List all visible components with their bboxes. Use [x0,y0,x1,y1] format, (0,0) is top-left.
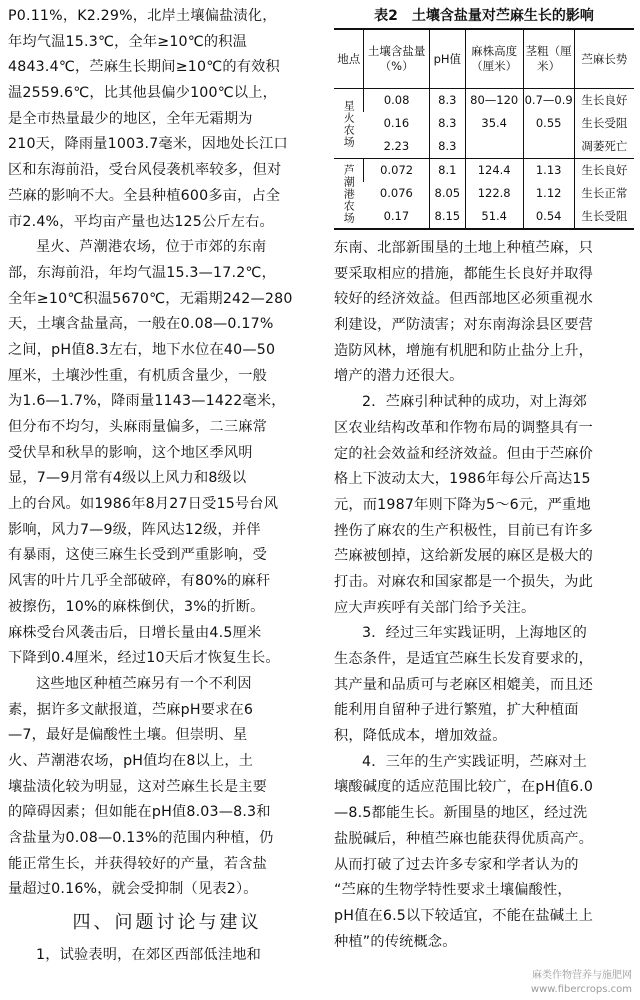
ph-cell: 8.3 [429,112,465,135]
ph-cell: 8.1 [429,159,465,183]
paragraph-climate-chongming [8,4,326,235]
text-line: P0.11%，K2.29%，北岸土壤偏盐渍化， [8,8,277,24]
column-header: pH值 [429,29,465,89]
growth-cell: 凋萎死亡 [574,135,634,159]
text-line: 是全市热量最少的地区，全年无霜期为 [8,110,253,127]
watermark [529,968,634,998]
text-line: 4．三年的生产实践证明，苎麻对土 [362,753,588,770]
text-line: 其产量和品质可与老麻区相媲美，而且还 [334,676,593,693]
text-line: 较好的经济效益。但西部地区必须重视水 [334,291,593,308]
text-line: 被擦伤，10%的麻株倒伏，3%的折断。 [8,598,265,615]
text-line: 但分布不均匀，头麻雨量偏多，二三麻常 [8,419,267,435]
text-line: 挫伤了麻农的生产积极性，目前已有许多 [334,522,593,539]
text-line: 素，据许多文献报道，苎麻pH要求在6 [8,701,254,718]
text-line: 积，降低成本，增加效益。 [334,728,507,745]
text-line: 苎麻的影响不大。全县种植600多亩，占全 [8,187,281,204]
diameter-cell [523,135,574,159]
text-line: 能正常生长，并获得较好的产量，若含盐 [8,855,267,872]
growth-cell: 生长良好 [574,159,634,183]
text-line: “苎麻的生物学特性要求土壤偏酸性， [334,882,572,899]
height-cell: 51.4 [465,205,523,229]
text-line: 之间，pH值8.3左右，地下水位在40—50 [8,341,276,358]
text-line: 定的社会效益和经济效益。但由于苎麻价 [334,445,593,462]
growth-cell: 生长正常 [574,182,634,205]
right-column [334,4,634,955]
table-2 [334,4,634,230]
diameter-cell: 0.7—0.9 [523,89,574,113]
salt-cell: 0.17 [383,209,410,223]
text-line: 生态条件，是适宜苎麻生长发育要求的， [334,651,593,667]
text-line: 2．苎麻引种试种的成功，对上海郊 [362,394,588,411]
text-line: 年均气温15.3℃，全年≥10℃的积温 [8,33,248,50]
height-cell [465,135,523,159]
text-line: 显，7—9月常有4级以上风力和8级以 [8,470,247,487]
text-line: pH值在6.5以下较适宜，不能在盐碱土上 [334,907,594,924]
text-line: 应大声疾呼有关部门给予关注。 [334,599,536,616]
text-line: 壤盐渍化较为明显，这对苎麻生长是主要 [8,778,267,795]
growth-cell: 生长受阻 [574,205,634,229]
text-line: 4843.4℃，苎麻生长期间≥10℃的有效积 [8,59,280,76]
salt-cell: 0.16 [383,116,410,130]
height-cell: 35.4 [465,112,523,135]
ph-cell: 8.3 [429,135,465,159]
text-line: 部，东海前沿，年均气温15.3—17.2℃， [8,264,276,281]
text-line: 受伏旱和秋旱的影响，这个地区季风明 [8,444,253,461]
text-line: 打击。对麻农和国家都是一个损失，为此 [334,573,593,590]
salt-cell: 0.072 [364,159,429,183]
text-line: 量超过0.16%，就会受抑制（见表2）。 [8,881,258,898]
text-line: 要采取相应的措施，都能生长良好并取得 [334,265,593,282]
text-line: 能利用自留种子进行繁殖，扩大种植面 [334,702,579,719]
diameter-cell: 0.55 [523,112,574,135]
growth-cell: 生长受阻 [574,112,634,135]
text-line: 影响，风力7—9级，阵风达12级，并伴 [8,521,261,538]
text-line: 上的台风。如1986年8月27日受15号台风 [8,496,279,513]
ph-cell: 8.3 [429,89,465,113]
column-header: 茎粗（厘米） [523,29,574,89]
text-line: 含盐量为0.08—0.13%的范围内种植，仍 [8,830,274,846]
text-line: 风害的叶片几乎全部破碎，有80%的麻秆 [8,573,271,590]
table-row [334,112,634,135]
column-header: 地点 [334,29,364,89]
text-line: 格上下波动太大，1986年每公斤高达15 [334,471,591,488]
paragraph-point-2 [334,390,634,621]
site-cell: 芦潮港农场 [334,159,364,230]
text-line: 元，而1987年则下降为5～6元，严重地 [334,496,591,513]
text-line: —7，最好是偏酸性土壤。但崇明、星 [8,727,248,744]
table-title: 表2 土壤含盐量对苎麻生长的影响 [374,8,594,24]
text-line: 区和东海前沿，受台风侵袭机率较多，但对 [8,162,282,179]
column-header: 土壤含盐量（%） [364,29,429,89]
height-cell: 122.8 [465,182,523,205]
paragraph-point-3 [334,621,634,749]
section-heading: 四、问题讨论与建议 [72,912,262,934]
text-line: 利建设，严防渍害；对东南海涂县区要营 [334,317,593,334]
text-line: 从而打破了过去许多专家和学者认为的 [334,856,579,873]
diameter-cell: 1.12 [523,182,574,205]
ph-cell: 8.05 [429,182,465,205]
table-row [334,159,634,183]
text-line: 1，试验表明，在郊区西部低洼地和 [36,947,262,964]
text-line: 这些地区种植苎麻另有一个不利因 [36,675,252,692]
text-line: 全年≥10℃积温5670℃，无霜期242—280 [8,290,293,307]
text-line: 壤酸碱度的适应范围比较广，在pH值6.0 [334,779,594,796]
salt-growth-table [334,28,634,230]
text-line: 为1.6—1.7%，降雨量1143—1422毫米， [8,393,286,410]
text-line: 麻株受台风袭击后，日增长量由4.5厘米 [8,624,262,641]
paragraph-point-4 [334,750,634,956]
table-row [334,205,634,229]
text-line: 3．经过三年实践证明，上海地区的 [362,625,588,642]
salt-cell: 0.076 [379,186,413,200]
text-line: 盐脱碱后，种植苎麻也能获得优质高产。 [334,830,593,847]
paragraph-continued [334,236,634,390]
ph-cell: 8.15 [429,205,465,229]
text-line: 天，土壤含盐量高，一般在0.08—0.17% [8,316,274,333]
text-line: 东南、北部新围垦的土地上种植苎麻，只 [334,240,593,256]
text-line: —8.5都能生长。新围垦的地区，经过洗 [334,805,588,822]
table-row [334,182,634,205]
watermark-url: www.fibercrops.com [530,984,632,995]
diameter-cell: 0.54 [523,205,574,229]
text-line: 温2559.6℃，比其他县偏少100℃以上， [8,85,278,102]
table-header-row [334,29,634,89]
text-line: 210天，降雨量1003.7毫米，因地处长江口 [8,136,288,153]
watermark-title: 麻类作物营养与施肥网 [532,970,632,981]
paragraph-soil-ph [8,672,326,903]
column-header: 苎麻长势 [574,29,634,89]
text-line: 苎麻被刨掉，这给新发展的麻区是极大的 [334,548,593,565]
site-cell: 星火农场 [334,89,364,159]
diameter-cell: 1.13 [523,159,574,183]
text-line: 的障碍因素；但如能在pH值8.03—8.3和 [8,804,271,821]
salt-cell: 0.08 [364,89,429,113]
text-line: 下降到0.4厘米，经过10天后才恢复生长。 [8,650,280,667]
text-line: 有暴雨，这使三麻生长受到严重影响，受 [8,547,267,564]
text-line: 市2.4%，平均亩产量也达125公斤左右。 [8,213,274,230]
growth-cell: 生长良好 [574,89,634,113]
text-line: 种植”的传统概念。 [334,933,457,950]
column-header: 麻株高度（厘米） [465,29,523,89]
paragraph-experiment [8,943,326,969]
height-cell: 124.4 [465,159,523,183]
text-line: 区农业结构改革和作物布局的调整具有一 [334,419,593,436]
text-line: 增产的潜力还很大。 [334,368,464,385]
left-column [8,4,326,969]
text-line: 火、芦潮港农场，pH值均在8以上，土 [8,752,254,769]
salt-cell: 2.23 [383,139,410,153]
table-row [334,135,634,159]
text-line: 厘米，土壤沙性重，有机质含量少，一般 [8,367,267,384]
text-line: 造防风林，增施有机肥和防止盐分上升， [334,342,593,359]
table-row [334,89,634,113]
text-line: 星火、芦潮港农场，位于市郊的东南 [36,239,267,256]
paragraph-xinghuo-luchaogang [8,235,326,672]
height-cell: 80—120 [465,89,523,113]
